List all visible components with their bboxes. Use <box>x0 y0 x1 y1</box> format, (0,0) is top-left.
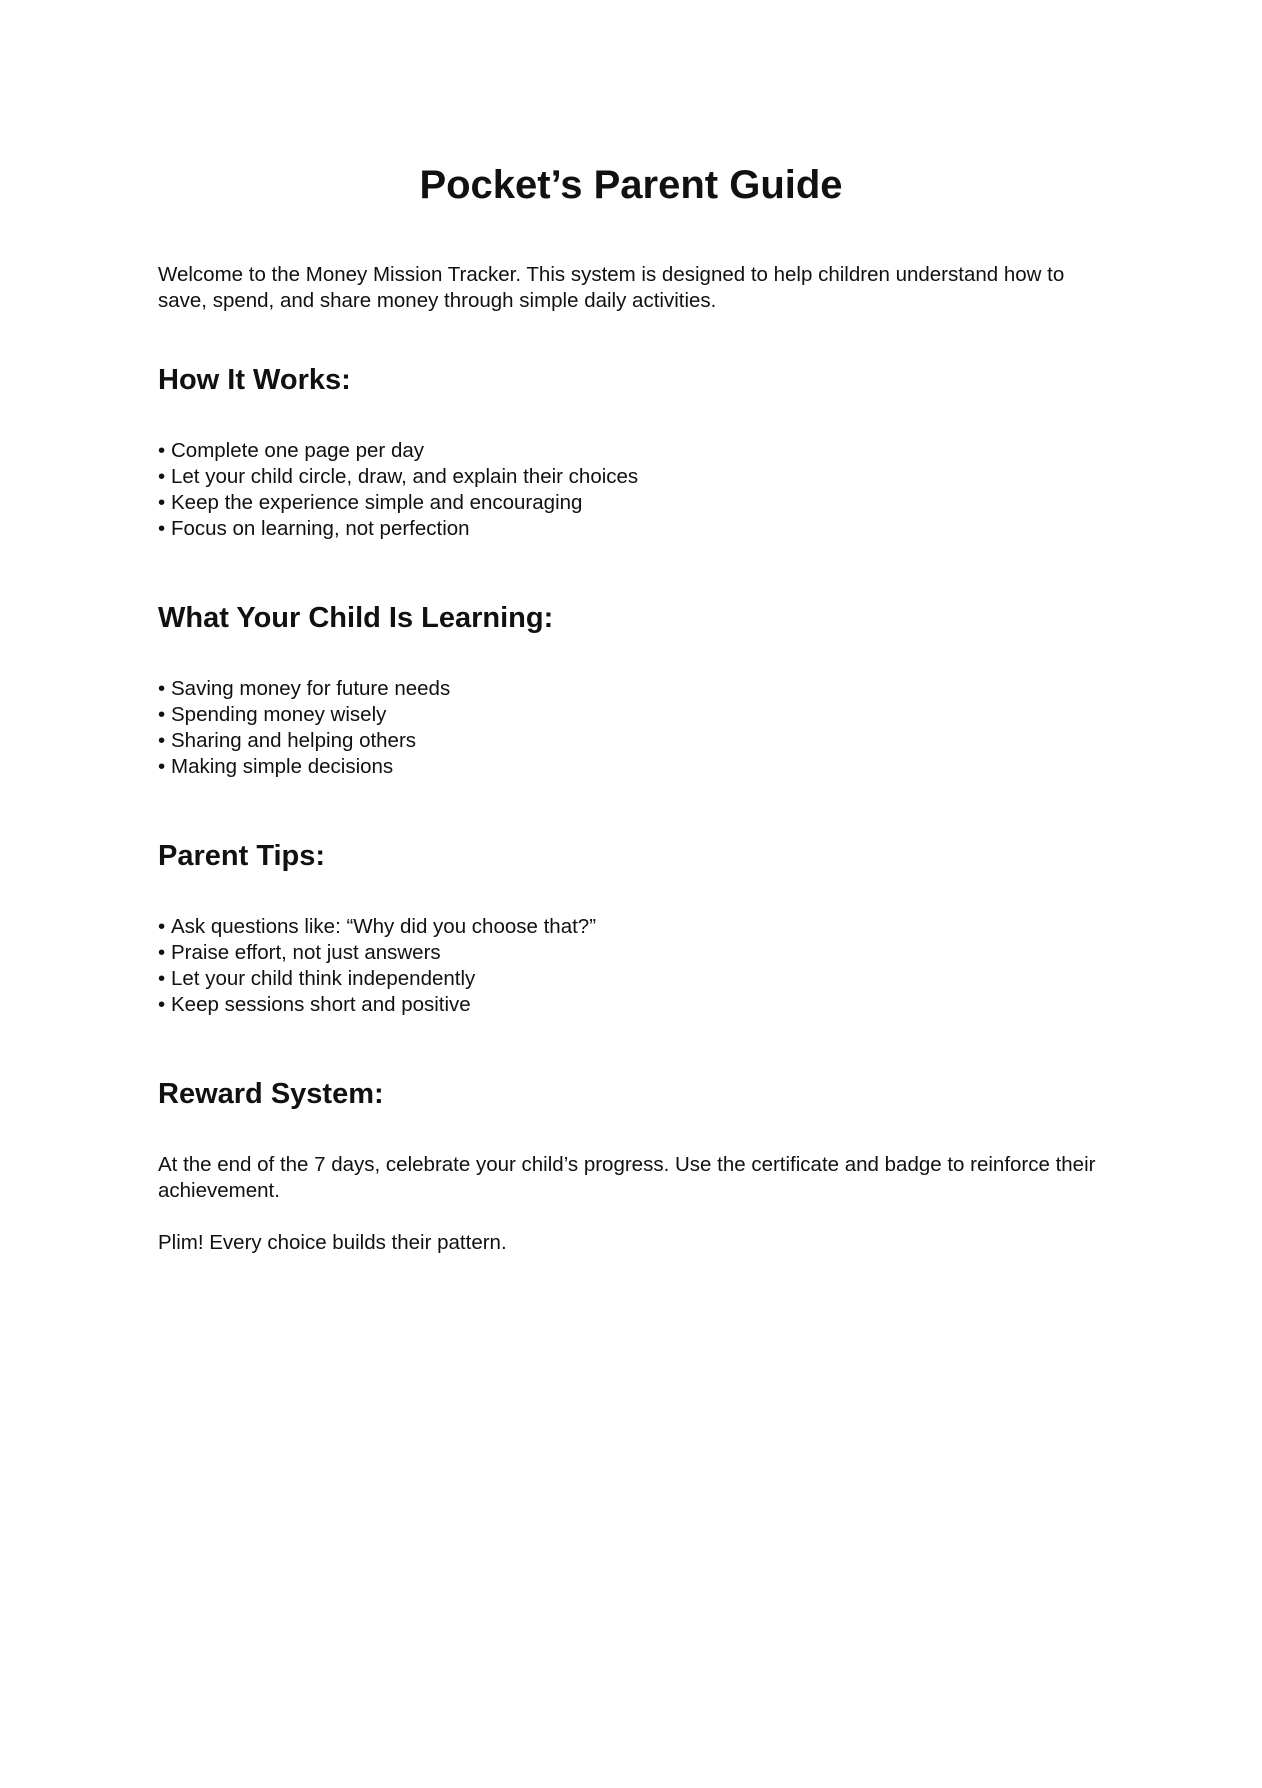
how-it-works-list <box>158 438 1108 542</box>
section-heading-how-it-works: How It Works: <box>158 364 351 396</box>
list-item <box>158 464 1108 490</box>
list-item-text: Focus on learning, not perfection <box>171 517 470 540</box>
list-item-text: Sharing and helping others <box>171 729 417 752</box>
list-item-text: Praise effort, not just answers <box>171 941 441 964</box>
list-item-text: Let your child circle, draw, and explain their choices <box>171 465 639 488</box>
list-item-text: Saving money for future needs <box>171 677 451 700</box>
list-item-text: Keep the experience simple and encouraging <box>171 491 583 514</box>
list-item <box>158 992 1108 1018</box>
bullet-icon: • <box>158 517 166 540</box>
bullet-icon: • <box>158 967 166 990</box>
list-item-text: Spending money wisely <box>171 703 387 726</box>
list-item-text: Complete one page per day <box>171 439 425 462</box>
bullet-icon: • <box>158 465 166 488</box>
list-item <box>158 516 1108 542</box>
intro-paragraph: Welcome to the Money Mission Tracker. This system is designed to help children understand how to save, spend, and share money through simple daily activities. <box>158 263 1065 312</box>
list-item <box>158 754 1108 780</box>
document-body <box>158 262 1108 1256</box>
list-item-text: Making simple decisions <box>171 755 394 778</box>
page-title: Pocket’s Parent Guide <box>419 163 843 207</box>
list-item <box>158 702 1108 728</box>
bullet-icon: • <box>158 677 166 700</box>
section-heading-parent-tips: Parent Tips: <box>158 840 326 872</box>
list-item <box>158 728 1108 754</box>
list-item-text: Ask questions like: “Why did you choose that?” <box>171 915 597 938</box>
bullet-icon: • <box>158 755 166 778</box>
section-heading-reward-system: Reward System: <box>158 1078 384 1110</box>
list-item <box>158 914 1108 940</box>
parent-tips-list <box>158 914 1108 1018</box>
bullet-icon: • <box>158 993 166 1016</box>
list-item <box>158 940 1108 966</box>
list-item-text: Keep sessions short and positive <box>171 993 471 1016</box>
learning-list <box>158 676 1108 780</box>
list-item-text: Let your child think independently <box>171 967 476 990</box>
list-item <box>158 676 1108 702</box>
bullet-icon: • <box>158 941 166 964</box>
section-heading-learning: What Your Child Is Learning: <box>158 602 554 634</box>
list-item <box>158 966 1108 992</box>
bullet-icon: • <box>158 729 166 752</box>
bullet-icon: • <box>158 915 166 938</box>
bullet-icon: • <box>158 439 166 462</box>
bullet-icon: • <box>158 703 166 726</box>
list-item <box>158 438 1108 464</box>
list-item <box>158 490 1108 516</box>
closing-line: Plim! Every choice builds their pattern. <box>158 1231 507 1254</box>
reward-paragraph: At the end of the 7 days, celebrate your child’s progress. Use the certificate and badge to reinforce their achievement. <box>158 1153 1096 1202</box>
bullet-icon: • <box>158 491 166 514</box>
